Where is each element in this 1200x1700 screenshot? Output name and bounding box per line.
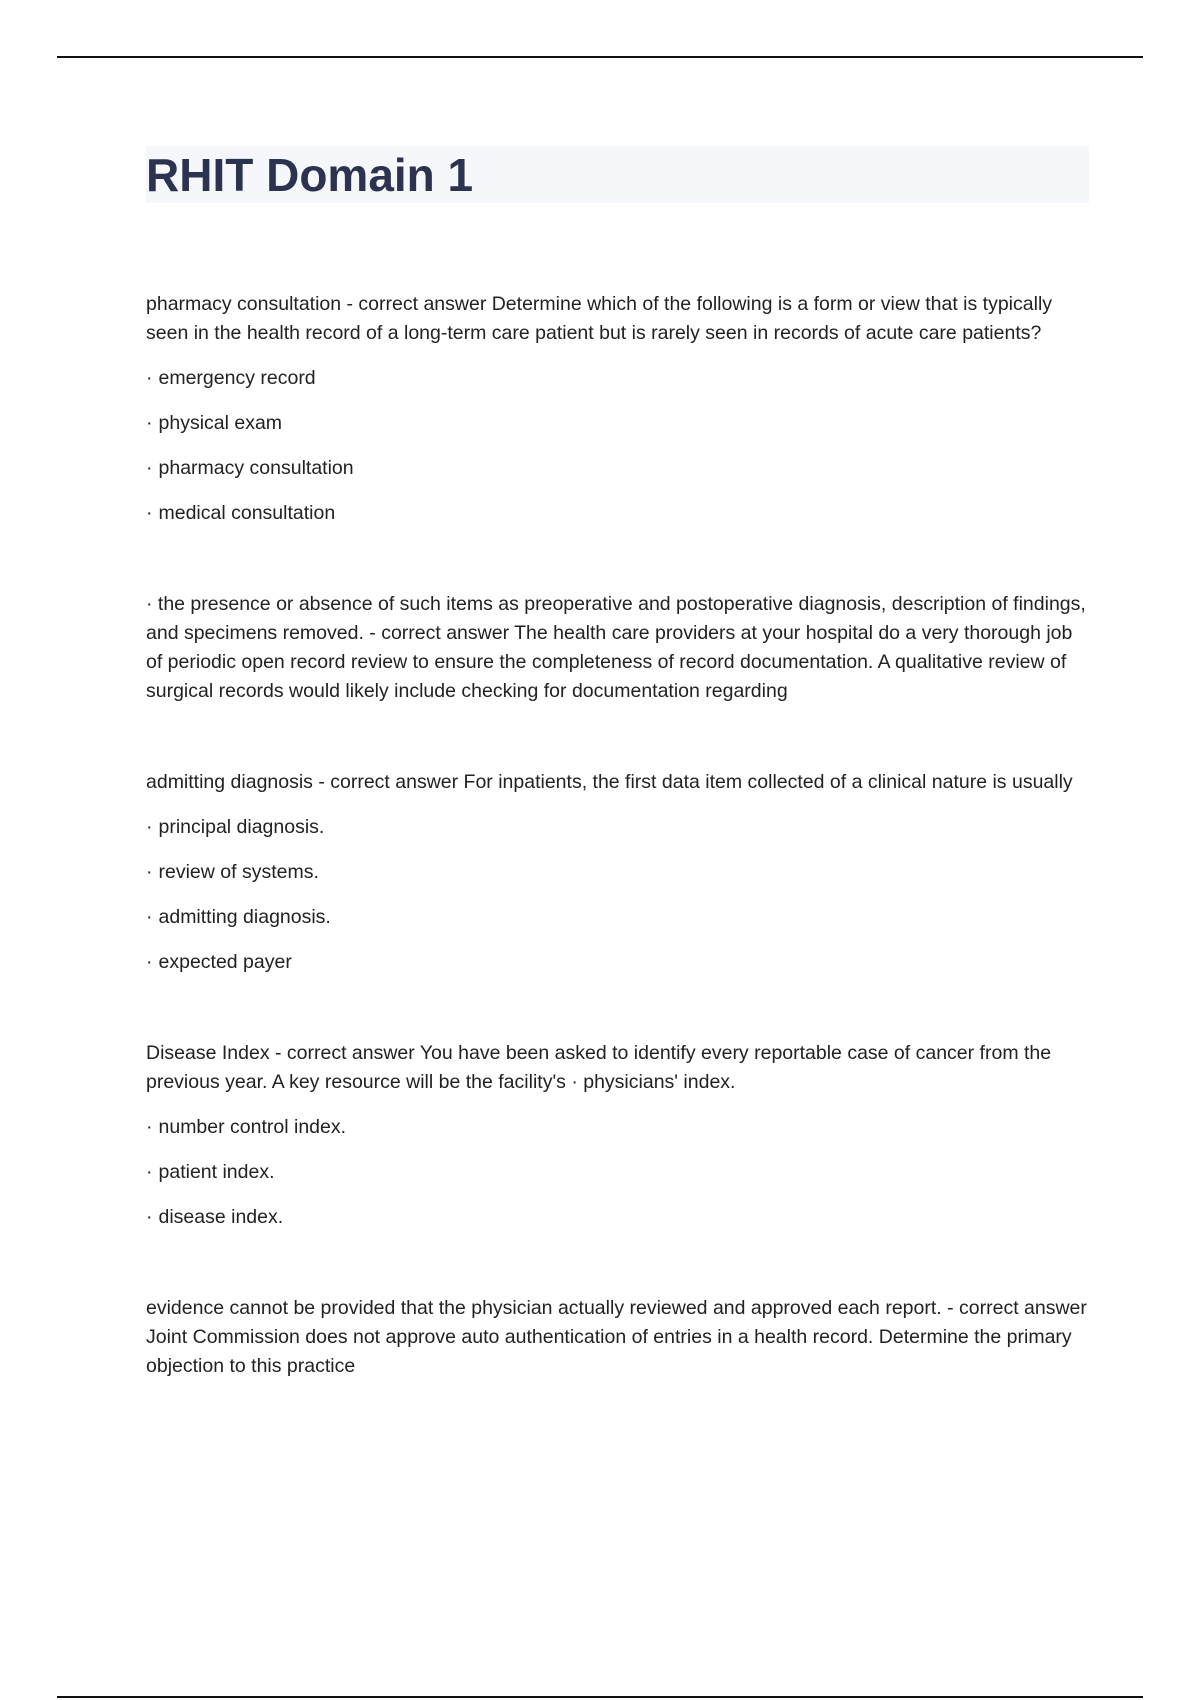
footer-rule (57, 1696, 1143, 1698)
qa-item (146, 290, 1089, 528)
qa-text: admitting diagnosis - correct answer For inpatients, the first data item collected of a clinical nature is usually (146, 771, 1073, 793)
option-item: · medical consultation (146, 499, 1089, 528)
option-item: · expected payer (146, 948, 1089, 977)
qa-item (146, 1039, 1089, 1232)
option-item: · principal diagnosis. (146, 813, 1089, 842)
option-item: · emergency record (146, 364, 1089, 393)
option-list (146, 1113, 1089, 1232)
option-list (146, 364, 1089, 528)
qa-item (146, 590, 1089, 706)
option-item: · patient index. (146, 1158, 1089, 1187)
qa-item (146, 768, 1089, 977)
qa-text: evidence cannot be provided that the physician actually reviewed and approved each report. - correct answer Joint Commission does not approve auto authentication of entries in a health record. Determine the primary objection to this practice (146, 1297, 1087, 1377)
page-title: RHIT Domain 1 (146, 149, 474, 201)
option-item: · disease index. (146, 1203, 1089, 1232)
option-item: · physical exam (146, 409, 1089, 438)
option-list (146, 813, 1089, 977)
qa-text: Disease Index - correct answer You have been asked to identify every reportable case of cancer from the previous year. A key resource will be the facility's · physicians' index. (146, 1042, 1052, 1093)
qa-text: pharmacy consultation - correct answer Determine which of the following is a form or view that is typically seen in the health record of a long-term care patient but is rarely seen in records of acute care patients? (146, 293, 1053, 344)
option-item: · number control index. (146, 1113, 1089, 1142)
qa-item (146, 1294, 1089, 1381)
option-item: · pharmacy consultation (146, 454, 1089, 483)
option-item: · review of systems. (146, 858, 1089, 887)
qa-text: · the presence or absence of such items as preoperative and postoperative diagnosis, description of findings, and specimens removed. - correct answer The health care providers at your hospital do a very thorough job of periodic open record review to ensure the completeness of record documentation. A qualitative review of surgical records would likely include checking for documentation regarding (146, 593, 1086, 702)
header-rule (57, 56, 1143, 58)
document-body (146, 290, 1089, 1381)
title-banner (146, 146, 1089, 203)
option-item: · admitting diagnosis. (146, 903, 1089, 932)
